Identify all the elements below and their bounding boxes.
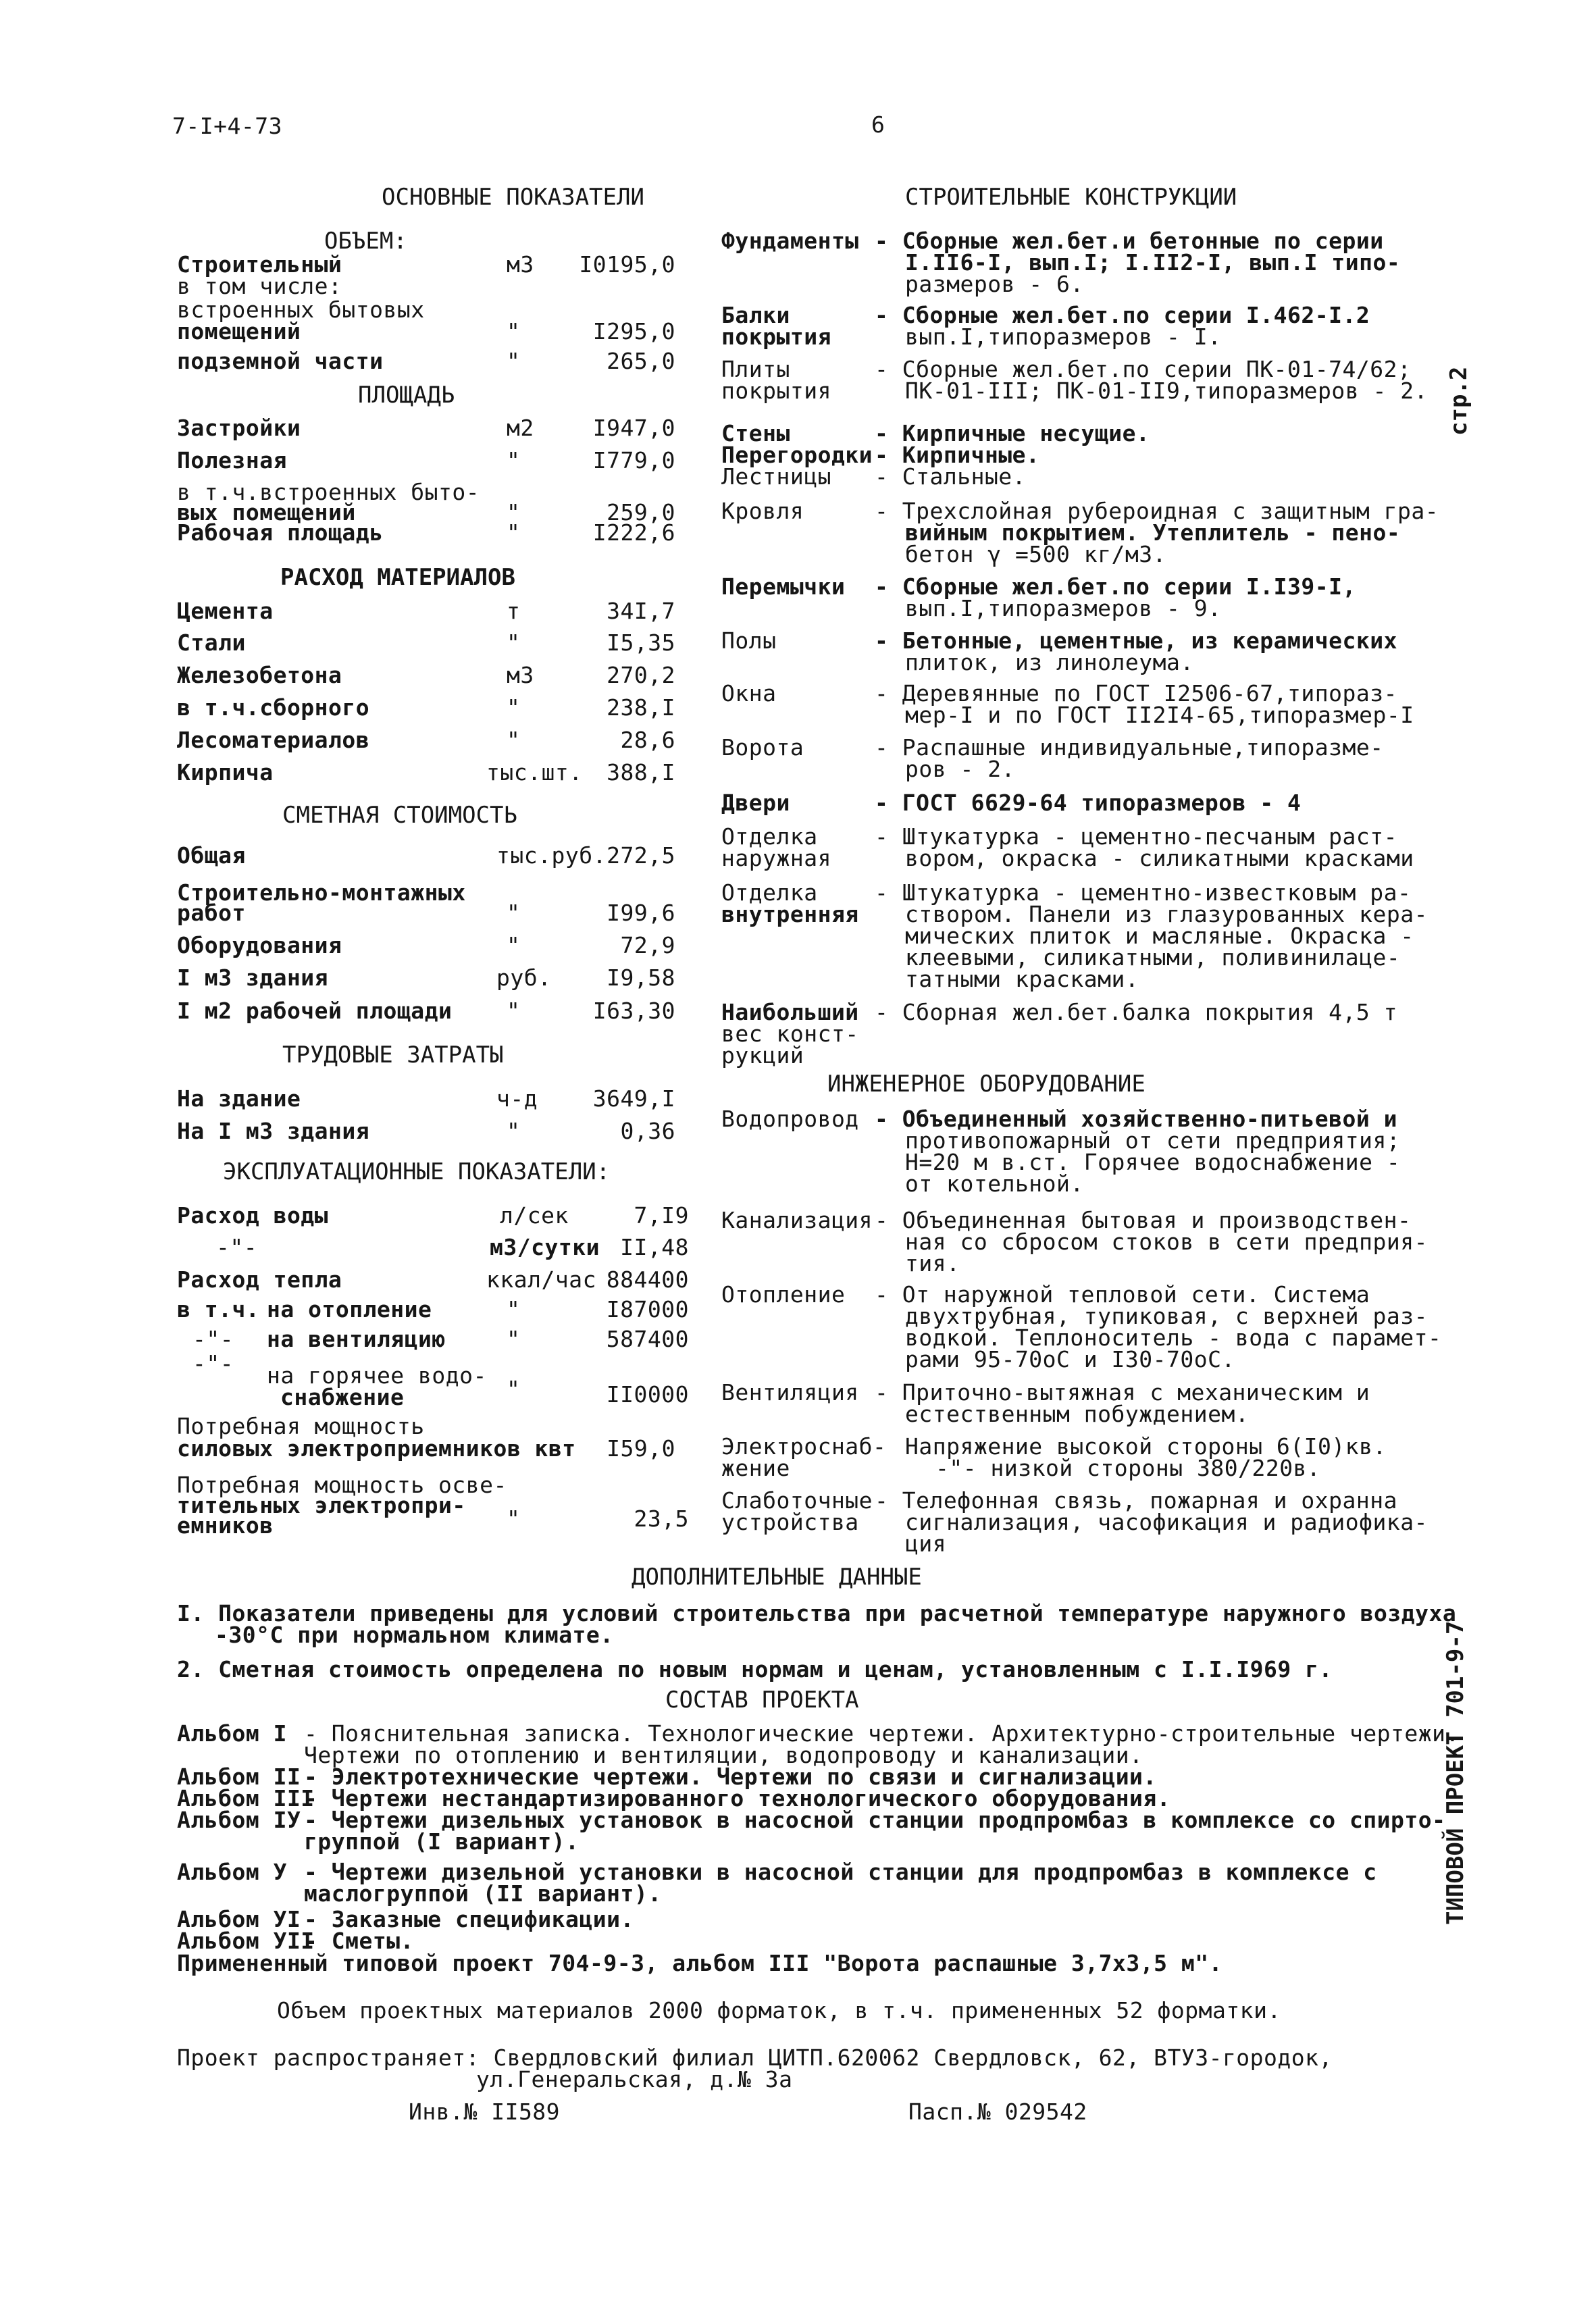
construction-text: вып.I,типоразмеров - I. (905, 324, 1222, 350)
materials-row-4-value: 238,I (607, 694, 675, 721)
album-text: группой (I вариант). (304, 1828, 580, 1855)
cost-row-1-value: 72,9 (620, 932, 675, 958)
construction-text: вийным покрытием. Утеплитель - пено- (905, 519, 1401, 546)
engineering-text: -"- низкой стороны 380/220в. (935, 1455, 1321, 1481)
operation-vent-unit: " (507, 1326, 521, 1352)
construction-term: Плиты (721, 356, 790, 382)
construction-term: Перемычки (721, 573, 846, 600)
construction-text: ПК-01-III; ПК-01-II9,типоразмеров - 2. (905, 378, 1428, 404)
cost-row-2-label: I м3 здания (177, 965, 329, 991)
labor-row-2-value: 0,36 (620, 1118, 675, 1144)
additional-note-2: 2. Сметная стоимость определена по новым нормам и ценам, установленным с I.I.I969 г. (177, 1656, 1333, 1682)
engineering-text: водкой. Теплоноситель - вода с парамет- (905, 1325, 1442, 1351)
engineering-text: - Объединенный хозяйственно-питьевой и (875, 1106, 1397, 1132)
labor-row-1-unit: ч-д (496, 1085, 538, 1112)
album-text: Чертежи по отоплению и вентиляции, водопроводу и канализации. (304, 1742, 1143, 1768)
operation-water-unit-1: л/сек (500, 1202, 569, 1229)
engineering-term: жение (721, 1455, 790, 1481)
construction-term: рукций (721, 1042, 804, 1069)
materials-row-3-label: Железобетона (177, 662, 342, 688)
operation-heat-unit: ккал/час (486, 1266, 596, 1293)
construction-term: Отделка (721, 879, 818, 906)
cost-cm-unit: " (507, 900, 521, 926)
cost-total-label: Общая (177, 842, 246, 869)
labor-row-1-value: 3649,I (592, 1085, 675, 1112)
engineering-text: противопожарный от сети предприятия; (905, 1127, 1401, 1154)
volume-heading: ОБЪЕМ: (324, 228, 407, 255)
construction-text: татными красками. (905, 966, 1139, 992)
cost-row-1-label: Оборудования (177, 932, 342, 958)
construction-term: Балки (721, 302, 790, 328)
album-text: - Чертежи дизельных установок в насосной станции продпромбаз в комплексе со спирто- (304, 1807, 1446, 1833)
engineering-text: - От наружной тепловой сети. Система (875, 1281, 1370, 1308)
cost-row-1-unit: " (507, 932, 521, 958)
area-row-1-label: Застройки (177, 415, 301, 441)
volume-incl-label: в том числе: (177, 273, 342, 299)
construction-text: I.II6-I, вып.I; I.II2-I, вып.I типо- (905, 249, 1401, 276)
construction-term: внутренняя (721, 901, 859, 927)
cost-row-3-unit: " (507, 998, 521, 1024)
operation-incl-label: в т.ч. (177, 1296, 260, 1322)
engineering-text: сигнализация, часофикация и радиофика- (905, 1509, 1428, 1535)
cost-cm-value: I99,6 (607, 900, 675, 926)
album-name: Альбом I (177, 1720, 287, 1747)
operation-light-label-3: емников (177, 1512, 274, 1539)
document-code: 7-I+4-73 (172, 113, 282, 139)
operation-light-unit: " (507, 1506, 521, 1532)
materials-heading: РАСХОД МАТЕРИАЛОВ (280, 564, 515, 591)
labor-row-2-unit: " (507, 1118, 521, 1144)
materials-row-2-value: I5,35 (607, 629, 675, 656)
cost-row-2-value: I9,58 (607, 965, 675, 991)
operation-vent-label: на вентиляцию (267, 1326, 446, 1352)
engineering-term: Слаботочные (721, 1487, 873, 1514)
materials-row-5-value: 28,6 (620, 727, 675, 753)
operation-heating-label: на отопление (267, 1296, 432, 1322)
construction-text: - Штукатурка - цементно-песчаным раст- (875, 823, 1397, 850)
operation-hot-unit: " (507, 1376, 521, 1402)
construction-term: Стены (721, 420, 790, 446)
construction-text: - Штукатурка - цементно-известковым ра- (875, 879, 1412, 906)
engineering-text: рами 95-70оС и I30-70оС. (905, 1346, 1235, 1372)
album-text: - Заказные спецификации. (304, 1906, 634, 1932)
additional-note-1-line-2: -30°С при нормальном климате. (215, 1622, 614, 1648)
operation-power-label-1: Потребная мощность (177, 1413, 425, 1439)
operation-hot-value: II0000 (606, 1381, 689, 1408)
volume-underground-value: 265,0 (607, 348, 675, 374)
labor-row-1-label: На здание (177, 1085, 301, 1112)
engineering-text: Н=20 м в.ст. Горячее водоснабжение - (905, 1149, 1401, 1175)
construction-term: покрытия (721, 324, 831, 350)
composition-title: СОСТАВ ПРОЕКТА (665, 1687, 859, 1714)
construction-text: размеров - 6. (905, 271, 1084, 297)
area-builtin-value: 259,0 (607, 499, 675, 525)
distributor-line-1: Проект распространяет: Свердловский филиал ЦИТП.620062 Свердловск, 62, ВТУЗ-городок, (177, 2045, 1333, 2071)
area-heading: ПЛОЩАДЬ (358, 382, 455, 409)
construction-term: Кровля (721, 498, 804, 524)
area-work-label: Рабочая площадь (177, 519, 384, 546)
labor-row-2-label: На I м3 здания (177, 1118, 370, 1144)
constructions-title: СТРОИТЕЛЬНЫЕ КОНСТРУКЦИИ (905, 184, 1237, 211)
operation-hot-ditto: -"- (192, 1350, 234, 1377)
engineering-text: двухтрубная, тупиковая, с верхней раз- (905, 1303, 1428, 1329)
album-name: Альбом III (177, 1785, 315, 1811)
cost-total-unit: тыс.руб. (496, 842, 607, 869)
cost-row-2-unit: руб. (496, 965, 552, 991)
construction-term: Ворота (721, 734, 804, 761)
engineering-title: ИНЖЕНЕРНОЕ ОБОРУДОВАНИЕ (827, 1071, 1145, 1098)
cost-row-3-label: I м2 рабочей площади (177, 998, 453, 1024)
operation-heating-value: I87000 (606, 1296, 689, 1322)
construction-text: - Кирпичные несущие. (875, 420, 1150, 446)
construction-text: - Трехслойная рубероидная с защитным гра- (875, 498, 1439, 524)
construction-text: - Деревянные по ГОСТ I2506-67,типораз- (875, 680, 1397, 706)
materials-volume-line: Объем проектных материалов 2000 форматок, в т.ч. примененных 52 форматки. (277, 1997, 1281, 2024)
additional-title: ДОПОЛНИТЕЛЬНЫЕ ДАННЫЕ (632, 1564, 922, 1591)
construction-term: Лестницы (721, 463, 831, 490)
construction-text: - ГОСТ 6629-64 типоразмеров - 4 (875, 790, 1302, 816)
materials-row-3-unit: м3 (507, 662, 534, 688)
applied-project: Примененный типовой проект 704-9-3, альбом III "Ворота распашные 3,7х3,5 м". (177, 1950, 1222, 1976)
passport-number: Пасп.№ 029542 (908, 2099, 1087, 2125)
operation-light-value: 23,5 (634, 1506, 689, 1532)
operation-water-unit-2: м3/сутки (490, 1234, 600, 1260)
construction-term: Двери (721, 790, 790, 816)
cost-total-value: 272,5 (607, 842, 675, 869)
volume-builtin-label-2: помещений (177, 318, 301, 344)
materials-row-1-label: Цемента (177, 598, 274, 624)
operation-light-label-2: тительных электропри- (177, 1492, 466, 1518)
construction-text: - Стальные. (875, 463, 1027, 490)
engineering-text: Напряжение высокой стороны 6(I0)кв. (905, 1433, 1387, 1460)
construction-text: вып.I,типоразмеров - 9. (905, 595, 1222, 621)
engineering-term: Электроснаб- (721, 1433, 887, 1460)
operation-power-label-2: силовых электроприемников квт (177, 1435, 576, 1462)
engineering-term: устройства (721, 1509, 859, 1535)
area-row-1-value: I947,0 (592, 415, 675, 441)
construction-text: мических плиток и масляные. Окраска - (905, 923, 1414, 949)
album-text: маслогруппой (II вариант). (304, 1880, 662, 1907)
materials-row-4-unit: " (507, 694, 521, 721)
construction-text: - Сборная жел.бет.балка покрытия 4,5 т (875, 999, 1397, 1025)
volume-building-value: I0195,0 (579, 251, 675, 278)
cost-heading: СМЕТНАЯ СТОИМОСТЬ (282, 802, 517, 829)
operation-vent-value: 587400 (606, 1326, 689, 1352)
construction-text: - Бетонные, цементные, из керамических (875, 627, 1397, 654)
album-name: Альбом II (177, 1764, 301, 1790)
construction-text: - Сборные жел.бет.и бетонные по серии (875, 228, 1384, 254)
construction-term: Полы (721, 627, 777, 654)
materials-row-6-label: Кирпича (177, 759, 274, 786)
construction-text: ров - 2. (905, 756, 1015, 782)
additional-note-1-line-1: I. Показатели приведены для условий строительства при расчетной температуре наружного воздуха (177, 1600, 1457, 1626)
volume-builtin-unit: " (507, 318, 521, 344)
engineering-term: Водопровод (721, 1106, 859, 1132)
album-name: Альбом IУ (177, 1807, 301, 1833)
distributor-line-2: ул.Генеральская, д.№ 3а (476, 2066, 793, 2092)
album-name: Альбом УI (177, 1906, 301, 1932)
volume-builtin-label-1: встроенных бытовых (177, 297, 425, 323)
construction-text: плиток, из линолеума. (905, 649, 1194, 675)
construction-term: Фундаменты (721, 228, 859, 254)
construction-text: - Сборные жел.бет.по серии I.462-I.2 (875, 302, 1370, 328)
materials-row-2-unit: " (507, 629, 521, 656)
engineering-term: Отопление (721, 1281, 846, 1308)
materials-row-5-unit: " (507, 727, 521, 753)
materials-row-1-unit: т (507, 598, 521, 624)
album-text: - Чертежи дизельной установки в насосной станции для продпромбаз в комплексе с (304, 1859, 1377, 1885)
engineering-text: ная со сбросом стоков в сети предприя- (905, 1229, 1428, 1255)
volume-building-label: Строительный (177, 251, 342, 278)
construction-text: мер-I и по ГОСТ II2I4-65,типоразмер-I (905, 702, 1414, 728)
area-row-1-unit: м2 (507, 415, 534, 441)
operation-heating-unit: " (507, 1296, 521, 1322)
operation-vent-ditto: -"- (192, 1326, 234, 1352)
construction-text: вором, окраска - силикатными красками (905, 845, 1414, 871)
operation-water-value-2: II,48 (620, 1234, 689, 1260)
area-work-unit: " (507, 519, 521, 546)
volume-underground-unit: " (507, 348, 521, 374)
volume-underground-label: подземной части (177, 348, 384, 374)
area-row-2-label: Полезная (177, 447, 287, 473)
area-builtin-label-1: в т.ч.встроенных быто- (177, 479, 480, 505)
album-text: - Электротехнические чертежи. Чертежи по связи и сигнализации. (304, 1764, 1157, 1790)
labor-heading: ТРУДОВЫЕ ЗАТРАТЫ (282, 1042, 504, 1069)
construction-text: - Кирпичные. (875, 442, 1040, 468)
engineering-term: Канализация (721, 1207, 873, 1233)
construction-term: Окна (721, 680, 777, 706)
construction-text: клеевыми, силикатными, поливинилаце- (905, 944, 1401, 971)
operation-heat-label: Расход тепла (177, 1266, 342, 1293)
volume-building-unit: м3 (507, 251, 534, 278)
construction-term: вес конст- (721, 1021, 859, 1047)
album-name: Альбом УII (177, 1928, 315, 1954)
main-indicators-title: ОСНОВНЫЕ ПОКАЗАТЕЛИ (382, 184, 644, 211)
area-row-2-value: I779,0 (592, 447, 675, 473)
operation-water-label: Расход воды (177, 1202, 329, 1229)
operation-hot-label-2: снабжение (280, 1384, 405, 1410)
operation-hot-label-1: на горячее водо- (267, 1362, 487, 1389)
album-text: - Пояснительная записка. Технологические чертежи. Архитектурно-строительные чертежи. (304, 1720, 1460, 1747)
materials-row-6-unit: тыс.шт. (486, 759, 583, 786)
operation-power-value: I59,0 (607, 1435, 675, 1462)
album-text: - Чертежи нестандартизированного технологического оборудования. (304, 1785, 1171, 1811)
cost-cm-label-1: Строительно-монтажных (177, 879, 466, 906)
construction-term: покрытия (721, 378, 831, 404)
materials-row-4-label: в т.ч.сборного (177, 694, 370, 721)
materials-row-5-label: Лесоматериалов (177, 727, 370, 753)
materials-row-3-value: 270,2 (607, 662, 675, 688)
operation-water-ditto: -"- (216, 1234, 258, 1260)
area-work-value: I222,6 (592, 519, 675, 546)
side-page-label: стр.2 (1445, 366, 1472, 436)
page-number: 6 (871, 111, 885, 138)
construction-term: Отделка (721, 823, 818, 850)
album-name: Альбом У (177, 1859, 287, 1885)
engineering-text: ция (905, 1531, 947, 1557)
engineering-text: тия. (905, 1250, 960, 1277)
engineering-term: Вентиляция (721, 1379, 859, 1406)
cost-row-3-value: I63,30 (592, 998, 675, 1024)
construction-text: - Сборные жел.бет.по серии ПК-01-74/62; (875, 356, 1412, 382)
construction-text: - Распашные индивидуальные,типоразме- (875, 734, 1384, 761)
album-text: - Сметы. (304, 1928, 414, 1954)
engineering-text: от котельной. (905, 1171, 1084, 1197)
construction-text: - Сборные жел.бет.по серии I.I39-I, (875, 573, 1356, 600)
construction-term: Перегородки (721, 442, 873, 468)
construction-term: Наибольший (721, 999, 859, 1025)
operation-heat-value: 884400 (606, 1266, 689, 1293)
volume-builtin-value: I295,0 (592, 318, 675, 344)
area-builtin-unit: " (507, 499, 521, 525)
area-builtin-label-2: вых помещений (177, 499, 356, 525)
inventory-number: Инв.№ II589 (409, 2099, 561, 2125)
engineering-text: естественным побуждением. (905, 1401, 1250, 1427)
construction-text: створом. Панели из глазурованных кера- (905, 901, 1428, 927)
cost-cm-label-2: работ (177, 900, 246, 926)
materials-row-2-label: Стали (177, 629, 246, 656)
materials-row-6-value: 388,I (607, 759, 675, 786)
engineering-text: - Телефонная связь, пожарная и охранна (875, 1487, 1397, 1514)
operation-light-label-1: Потребная мощность осве- (177, 1472, 507, 1498)
side-project-label: ТИПОВОЙ ПРОЕКТ 701-9-7 (1442, 1620, 1469, 1925)
operation-heading: ЭКСПЛУАТАЦИОННЫЕ ПОКАЗАТЕЛИ: (223, 1158, 611, 1185)
materials-row-1-value: 34I,7 (607, 598, 675, 624)
construction-term: наружная (721, 845, 831, 871)
area-row-2-unit: " (507, 447, 521, 473)
engineering-text: - Объединенная бытовая и производствен- (875, 1207, 1412, 1233)
construction-text: бетон γ =500 кг/м3. (905, 541, 1166, 567)
engineering-text: - Приточно-вытяжная с механическим и (875, 1379, 1370, 1406)
operation-water-value-1: 7,I9 (634, 1202, 689, 1229)
